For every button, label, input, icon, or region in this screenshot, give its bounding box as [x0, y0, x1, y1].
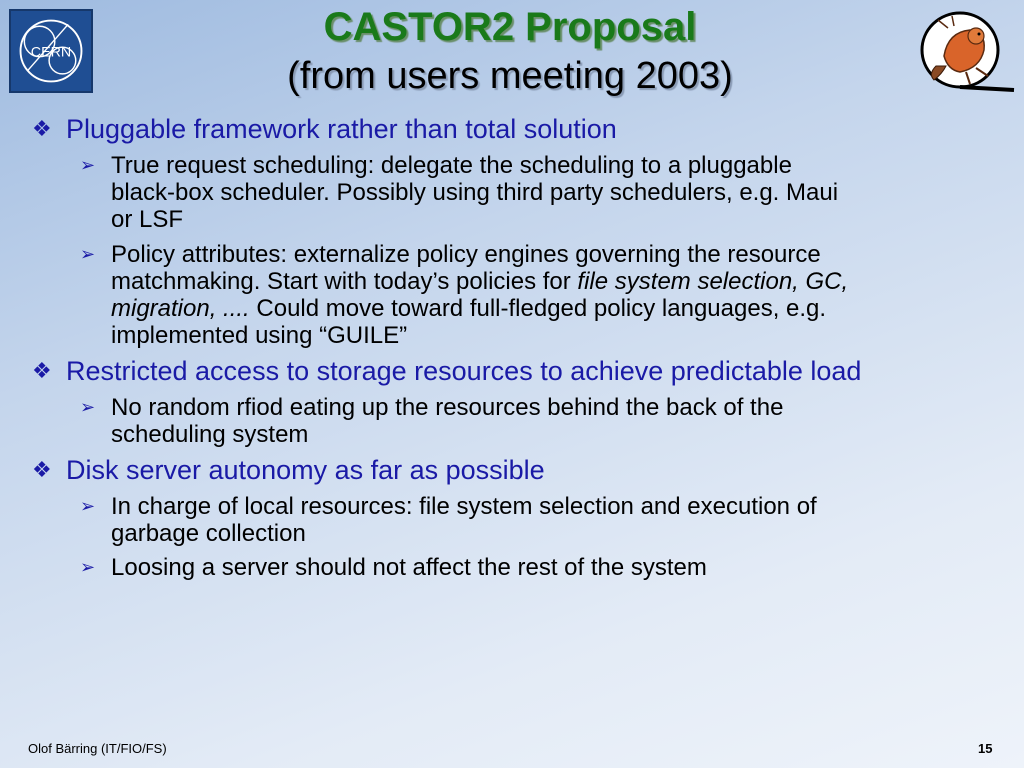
castor-logo — [918, 10, 1016, 96]
arrow-bullet-icon: ➢ — [80, 557, 96, 577]
sub-bullet-line: No random rfiod eating up the resources behind the back of the — [111, 394, 784, 421]
diamond-bullet-icon: ❖ — [32, 457, 52, 482]
sub-bullet-line: Loosing a server should not affect the rest of the system — [111, 554, 707, 581]
arrow-bullet-icon: ➢ — [80, 496, 96, 516]
sub-bullet-line: migration, .... Could move toward full-fledged policy languages, e.g. — [111, 295, 827, 322]
bullet-text: Disk server autonomy as far as possible — [66, 455, 545, 485]
bullet-text: Pluggable framework rather than total solution — [66, 114, 617, 144]
bullet-text: Restricted access to storage resources to achieve predictable load — [66, 356, 862, 386]
sub-bullet-line: implemented using “GUILE” — [111, 322, 408, 349]
sub-bullet-line: In charge of local resources: file system selection and execution of — [111, 493, 817, 520]
sub-bullet-text — [111, 554, 991, 581]
slide-title: CASTOR2 Proposal — [323, 5, 697, 49]
cern-logo-text: CERN — [30, 44, 72, 61]
arrow-bullet-icon: ➢ — [80, 397, 96, 417]
slide-subtitle: (from users meeting 2003) — [287, 55, 733, 97]
footer-author: Olof Bärring (IT/FIO/FS) — [28, 741, 167, 756]
page-number: 15 — [978, 741, 993, 756]
italic-phrase: file system selection, GC, — [577, 268, 849, 295]
sub-bullet-text — [111, 493, 991, 547]
diamond-bullet-icon: ❖ — [32, 116, 52, 141]
sub-bullet-line: matchmaking. Start with today’s policies for file system selection, GC, — [111, 268, 849, 295]
sub-bullet-line: scheduling system — [111, 421, 309, 448]
sub-bullet-text — [111, 394, 991, 448]
sub-bullet-line: garbage collection — [111, 520, 306, 547]
sub-bullet-text — [111, 152, 991, 233]
cern-logo-icon — [11, 11, 91, 91]
italic-phrase: migration, .... — [111, 295, 250, 322]
arrow-bullet-icon: ➢ — [80, 155, 96, 175]
sub-bullet-line: or LSF — [111, 206, 184, 233]
sub-bullet-line: True request scheduling: delegate the scheduling to a pluggable — [111, 152, 792, 179]
beaver-icon — [918, 10, 1016, 96]
sub-bullet-text — [111, 241, 991, 349]
cern-logo — [9, 9, 93, 93]
arrow-bullet-icon: ➢ — [80, 244, 96, 264]
sub-bullet-line: Policy attributes: externalize policy engines governing the resource — [111, 241, 821, 268]
sub-bullet-line: black-box scheduler. Possibly using third party schedulers, e.g. Maui — [111, 179, 839, 206]
diamond-bullet-icon: ❖ — [32, 358, 52, 383]
